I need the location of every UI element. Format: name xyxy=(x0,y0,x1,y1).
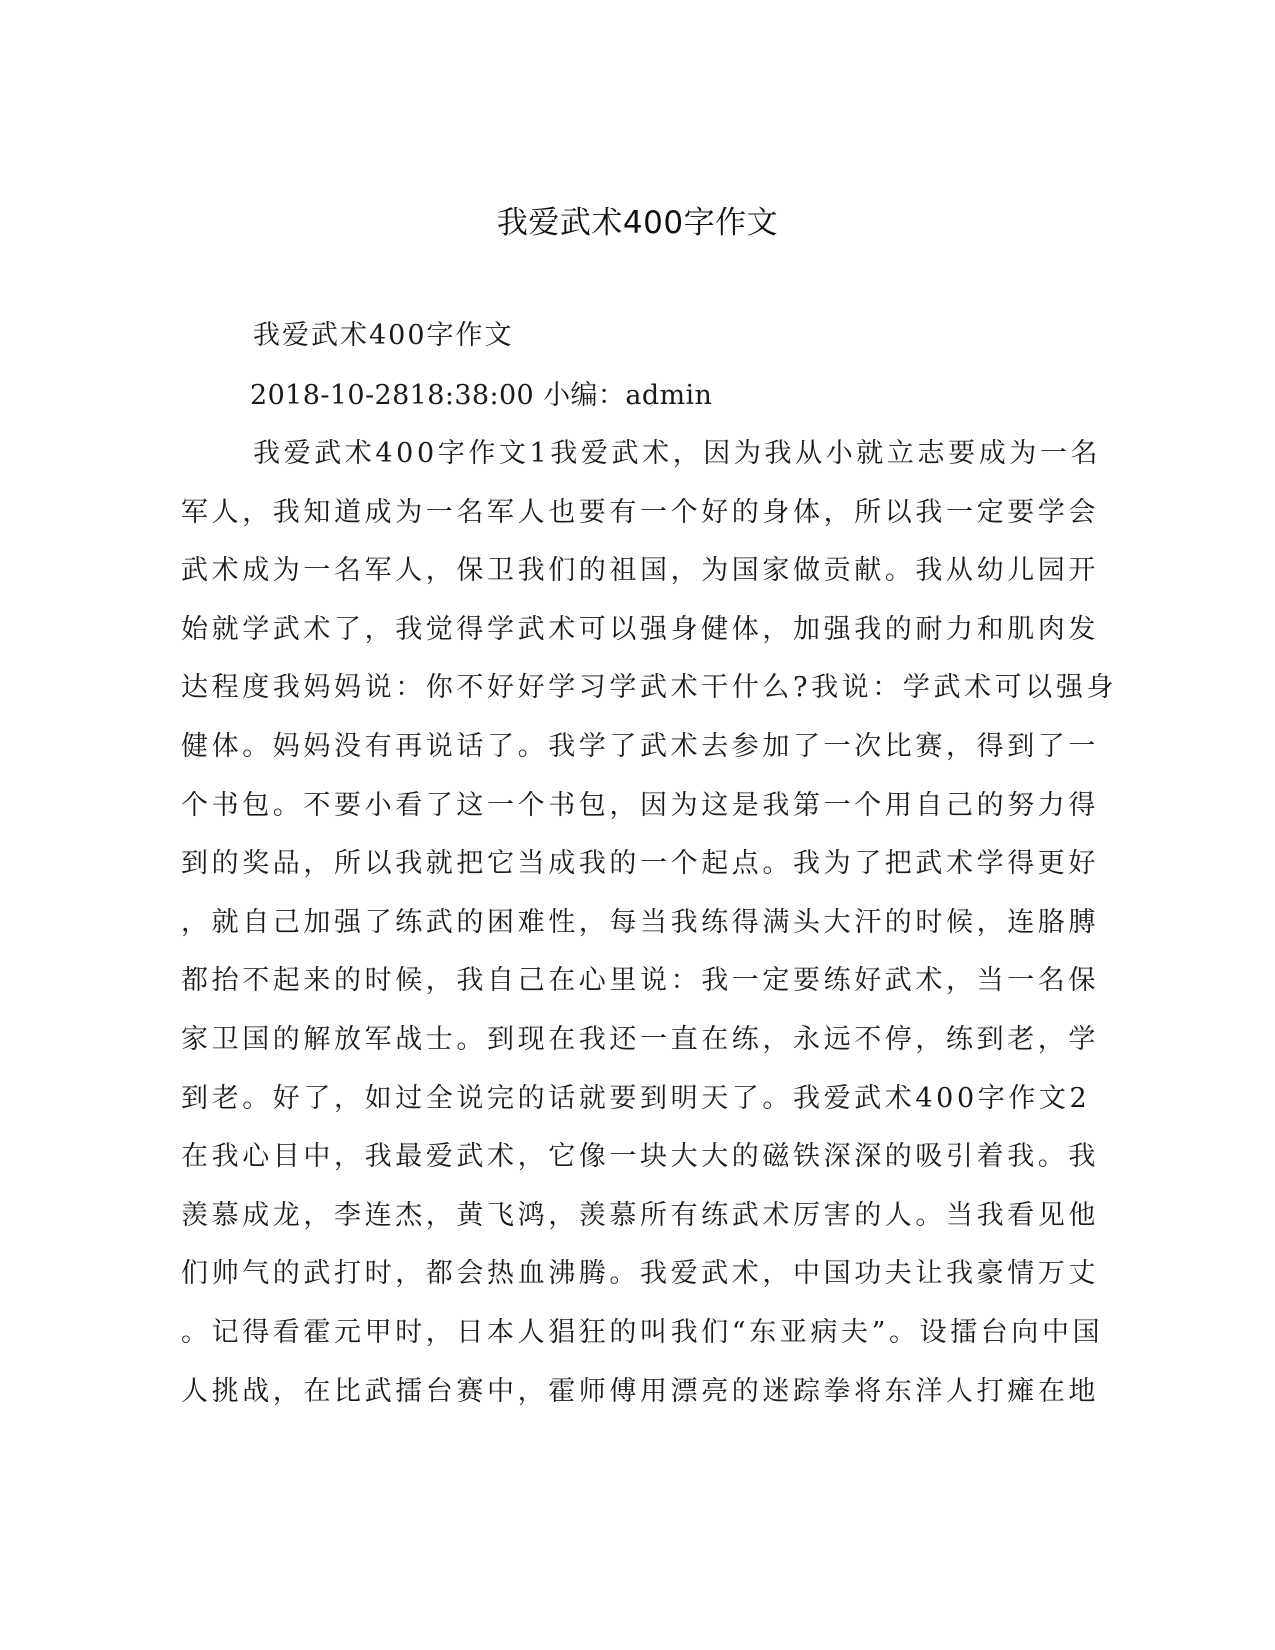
body-line: 们帅气的武打时，都会热血沸腾。我爱武术，中国功夫让我豪情万丈 xyxy=(181,1258,1099,1290)
body-line: 在我心目中，我最爱武术，它像一块大大的磁铁深深的吸引着我。我 xyxy=(181,1141,1099,1173)
body-line: ，就自己加强了练武的困难性，每当我练得满头大汗的时候，连胳膊 xyxy=(181,906,1099,938)
body-line: 到老。好了，如过全说完的话就要到明天了。我爱武术400字作文2 xyxy=(181,1082,1091,1114)
body-line: 军人，我知道成为一名军人也要有一个好的身体，所以我一定要学会 xyxy=(181,496,1099,528)
document-title: 我爱武术400字作文 xyxy=(496,205,779,241)
body-line: 家卫国的解放军战士。到现在我还一直在练，永远不停，练到老，学 xyxy=(181,1023,1099,1055)
body-line: 人挑战，在比武擂台赛中，霍师傅用漂亮的迷踪拳将东洋人打瘫在地 xyxy=(181,1375,1099,1407)
body-line: 达程度我妈妈说：你不好好学习学武术干什么?我说：学武术可以强身 xyxy=(181,672,1118,704)
body-line: 武术成为一名军人，保卫我们的祖国，为国家做贡献。我从幼儿园开 xyxy=(181,555,1099,587)
body-line: 我爱武术400字作文1我爱武术，因为我从小就立志要成为一名 xyxy=(253,438,1102,469)
essay-body xyxy=(181,432,1118,1428)
essay-subtitle: 我爱武术400字作文 xyxy=(253,320,514,351)
body-line: 。记得看霍元甲时，日本人猖狂的叫我们“东亚病夫”。设擂台向中国 xyxy=(181,1316,1104,1348)
body-line: 都抬不起来的时候，我自己在心里说：我一定要练好武术，当一名保 xyxy=(181,965,1099,997)
essay-meta: 2018-10-2818:38:00 小编：admin xyxy=(250,380,713,411)
body-line: 始就学武术了，我觉得学武术可以强身健体，加强我的耐力和肌肉发 xyxy=(181,613,1099,645)
body-line: 羡慕成龙，李连杰，黄飞鸿，羡慕所有练武术厉害的人。当我看见他 xyxy=(181,1199,1099,1231)
body-line: 健体。妈妈没有再说话了。我学了武术去参加了一次比赛，得到了一 xyxy=(181,730,1099,762)
body-line: 到的奖品，所以我就把它当成我的一个起点。我为了把武术学得更好 xyxy=(181,848,1099,880)
body-line: 个书包。不要小看了这一个书包，因为这是我第一个用自己的努力得 xyxy=(181,789,1099,821)
